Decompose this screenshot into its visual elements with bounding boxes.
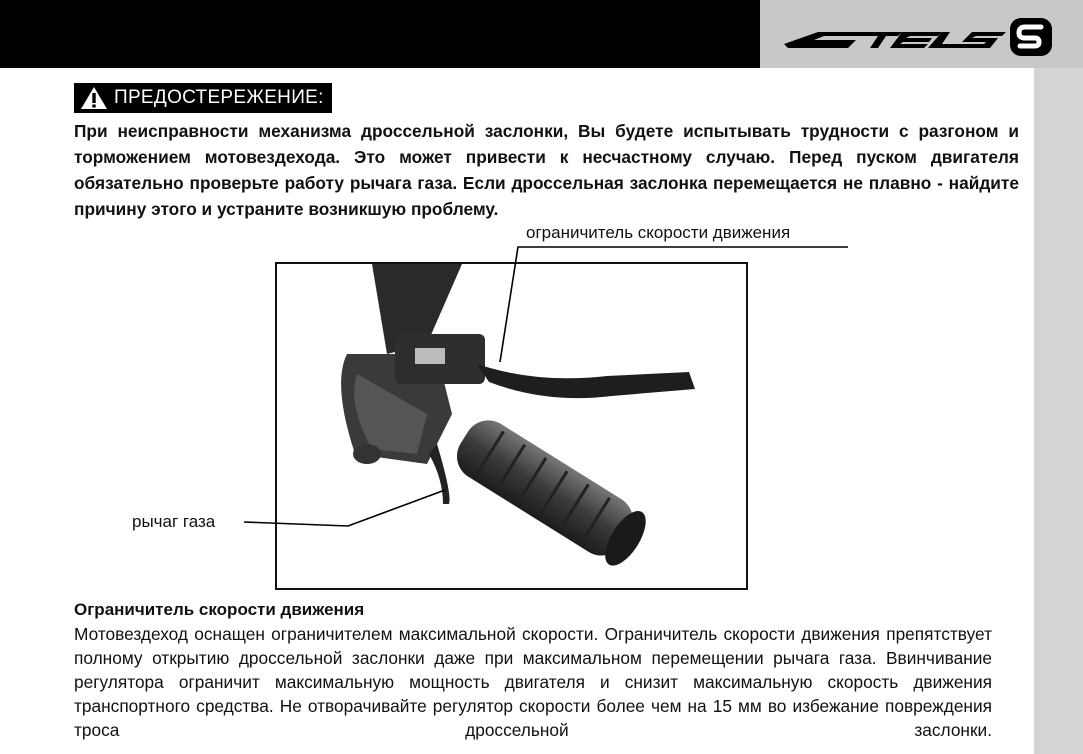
page-edge-strip xyxy=(1034,68,1083,754)
warning-triangle-icon xyxy=(80,86,108,110)
warning-banner xyxy=(74,83,332,113)
handlebar-drawing xyxy=(277,264,746,588)
throttle-lever-label: рычаг газа xyxy=(132,512,216,531)
section-body: Мотовездеход оснащен ограничителем максимальной скорости. Ограничитель скорости движения препятствует полному открытию дроссельной заслонки даже при максимальном перемещении рычага газа. Ввинчивание регулятора ограничит максимальную мощность двигателя и снизит максимальную скорость движения транспортного средства. Не отворачивайте регулятор скорости более чем на 15 мм во избежание повреждения троса дроссельной заслонки. xyxy=(74,624,992,740)
warning-title: ПРЕДОСТЕРЕЖЕНИЕ: xyxy=(114,87,324,108)
stels-logo-icon xyxy=(778,14,1058,58)
speed-limiter-label: ограничитель скорости движения xyxy=(526,223,791,242)
throttle-illustration xyxy=(275,262,748,590)
section-title: Ограничитель скорости движения xyxy=(74,600,365,619)
stels-s-badge xyxy=(1010,18,1052,56)
header-bar xyxy=(0,0,760,68)
warning-text: При неисправности механизма дроссельной заслонки, Вы будете испытывать трудности с разгоном и торможением мотовездехода. Это может привести к несчастному случаю. Перед пуском двигателя обязательно проверьте работу рычага газа. Если дроссельная заслонка перемещается не плавно - найдите причину этого и устраните возникшую проблему. xyxy=(74,121,1019,219)
